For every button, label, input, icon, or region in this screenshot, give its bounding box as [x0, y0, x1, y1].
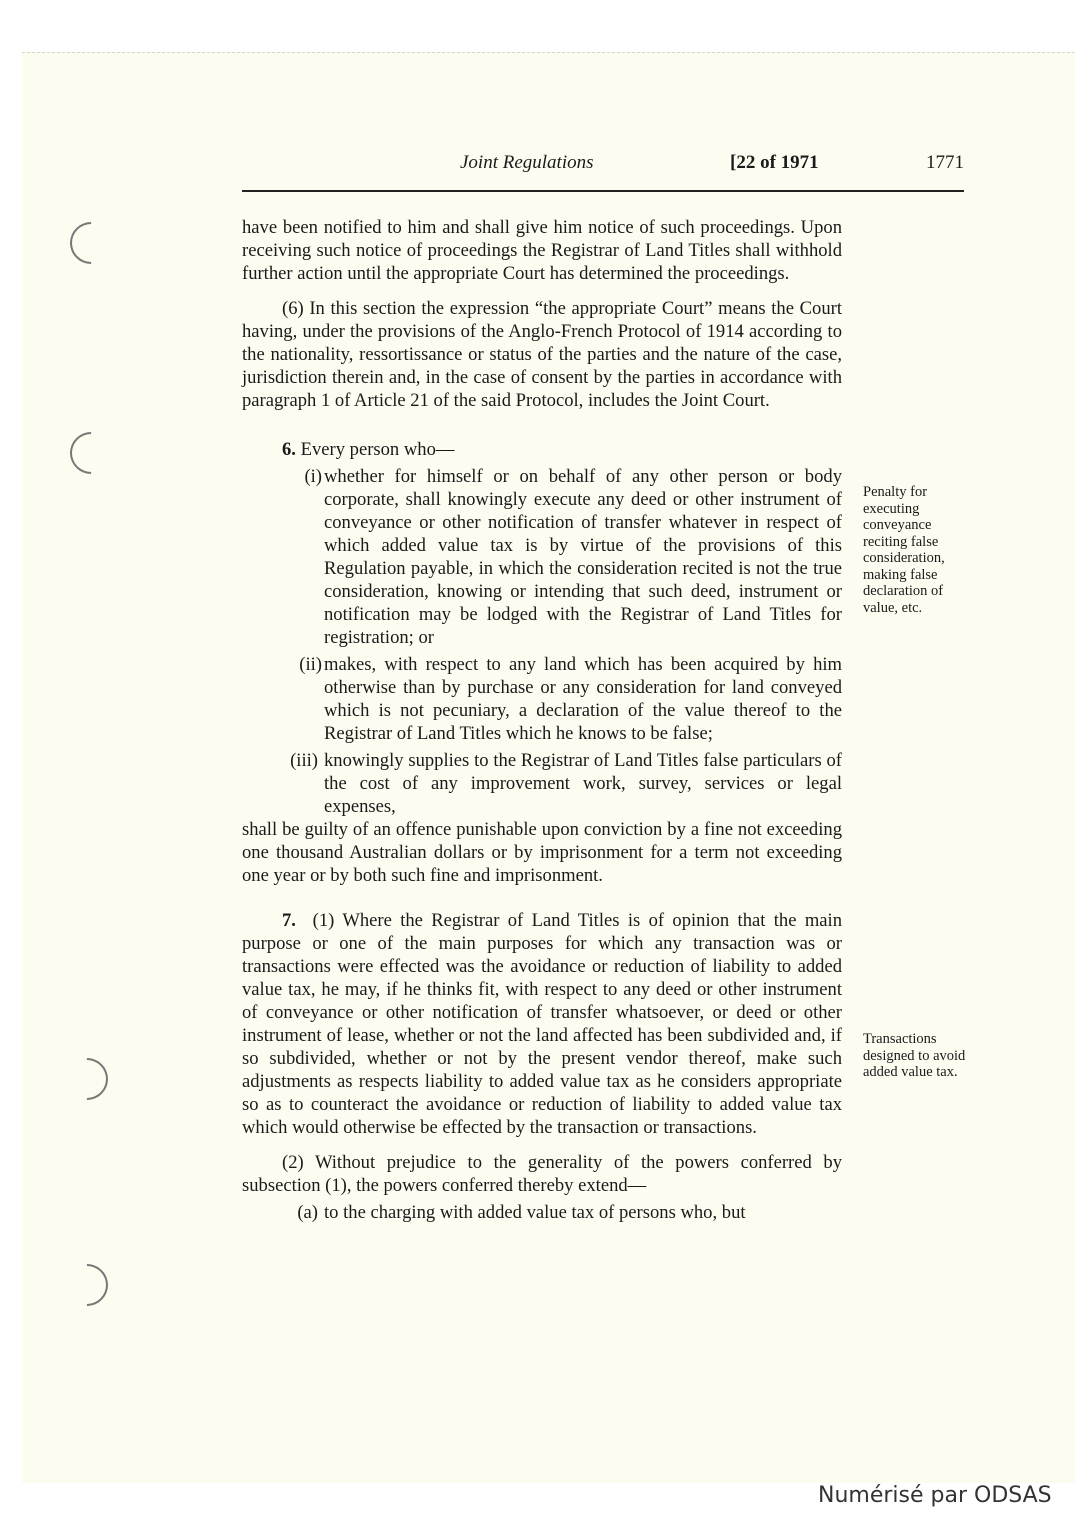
margin-note-section-6: Penalty for executing conveyance reciting false consideration, making false declaration of value, etc.	[863, 484, 945, 616]
item-number: (a)	[297, 1202, 318, 1223]
section-7-subsection-1	[242, 909, 842, 1139]
section-7-text: (1) Where the Registrar of Land Titles is of opinion that the main purpose or one of the main purposes for which any transaction was or transactions were effected was the avoidance or reduction of liability to added value tax, he may, if he thinks fit, with respect to any deed or other instrument of conveyance or other notification of transfer whatsoever, or deed or other instrument of lease, whether or not the land affected has been subdivided and, if so subdivided, whether or not by the present vendor thereof, make such adjustments as respects liability to added value tax as he considers appropriate so as to counteract the avoidance or reduction of liability to added value tax which would otherwise be effected by the transaction or transactions.	[242, 910, 843, 1138]
running-header	[242, 150, 964, 176]
list-item	[242, 653, 842, 745]
paragraph-carry-over: have been notified to him and shall give him notice of such proceedings. Upon receiving such notice of proceedings the Registrar of Land Titles shall withhold further action until the appropriate Court has determined the proceedings.	[242, 217, 842, 284]
section-number: 7.	[282, 910, 296, 931]
item-text: to the charging with added value tax of persons who, but	[324, 1202, 746, 1223]
section-6-lead: Every person who—	[300, 439, 455, 460]
section-6-penalty: shall be guilty of an offence punishable upon conviction by a fine not exceeding one thousand Australian dollars or by imprisonment for a term not exceeding one year or by both such fine and imprisonment.	[242, 819, 842, 886]
header-rule	[242, 190, 964, 192]
body-text	[242, 216, 842, 1224]
item-text: whether for himself or on behalf of any other person or body corporate, shall knowingly execute any deed or other instrument of conveyance or other notification of transfer whatever in respect of which added value tax is by virtue of the provisions of this Regulation payable, in which the consideration recited is not the true consideration, knowing or intending that such deed, instrument or notification may be lodged with the Registrar of Land Titles for registration; or	[324, 466, 842, 648]
list-item	[242, 1201, 842, 1224]
section-number: 6.	[282, 439, 296, 460]
subsection-6: (6) In this section the expression “the appropriate Court” means the Court having, under the provisions of the Anglo-French Protocol of 1914 according to the nationality, ressortissance or status of the parties and the nature of the case, jurisdiction therein and, in the case of consent by the parties in accordance with paragraph 1 of Article 21 of the said Protocol, includes the Joint Court.	[242, 298, 842, 411]
item-number: (ii)	[299, 654, 322, 675]
section-7-subsection-2: (2) Without prejudice to the generality of the powers conferred by subsection (1), the powers conferred thereby extend—	[242, 1152, 842, 1196]
section-6-intro	[242, 438, 842, 461]
list-item	[242, 465, 842, 649]
header-act-number: [22 of 1971	[730, 152, 819, 173]
header-title: Joint Regulations	[460, 152, 594, 173]
item-text: makes, with respect to any land which has been acquired by him otherwise than by purchase or any consideration for land conveyed which is not pecuniary, a declaration of the value thereof to the Registrar of Land Titles which he knows to be false;	[324, 654, 842, 744]
margin-note-section-7: Transactions designed to avoid added value tax.	[863, 1031, 966, 1080]
item-number: (i)	[304, 466, 322, 487]
scan-credit: Numérisé par ODSAS	[818, 1483, 1052, 1508]
item-number: (iii)	[290, 750, 318, 771]
page-number: 1771	[926, 152, 964, 173]
list-item	[242, 749, 842, 818]
item-text: knowingly supplies to the Registrar of Land Titles false particulars of the cost of any improvement work, survey, services or legal expenses,	[324, 750, 842, 817]
